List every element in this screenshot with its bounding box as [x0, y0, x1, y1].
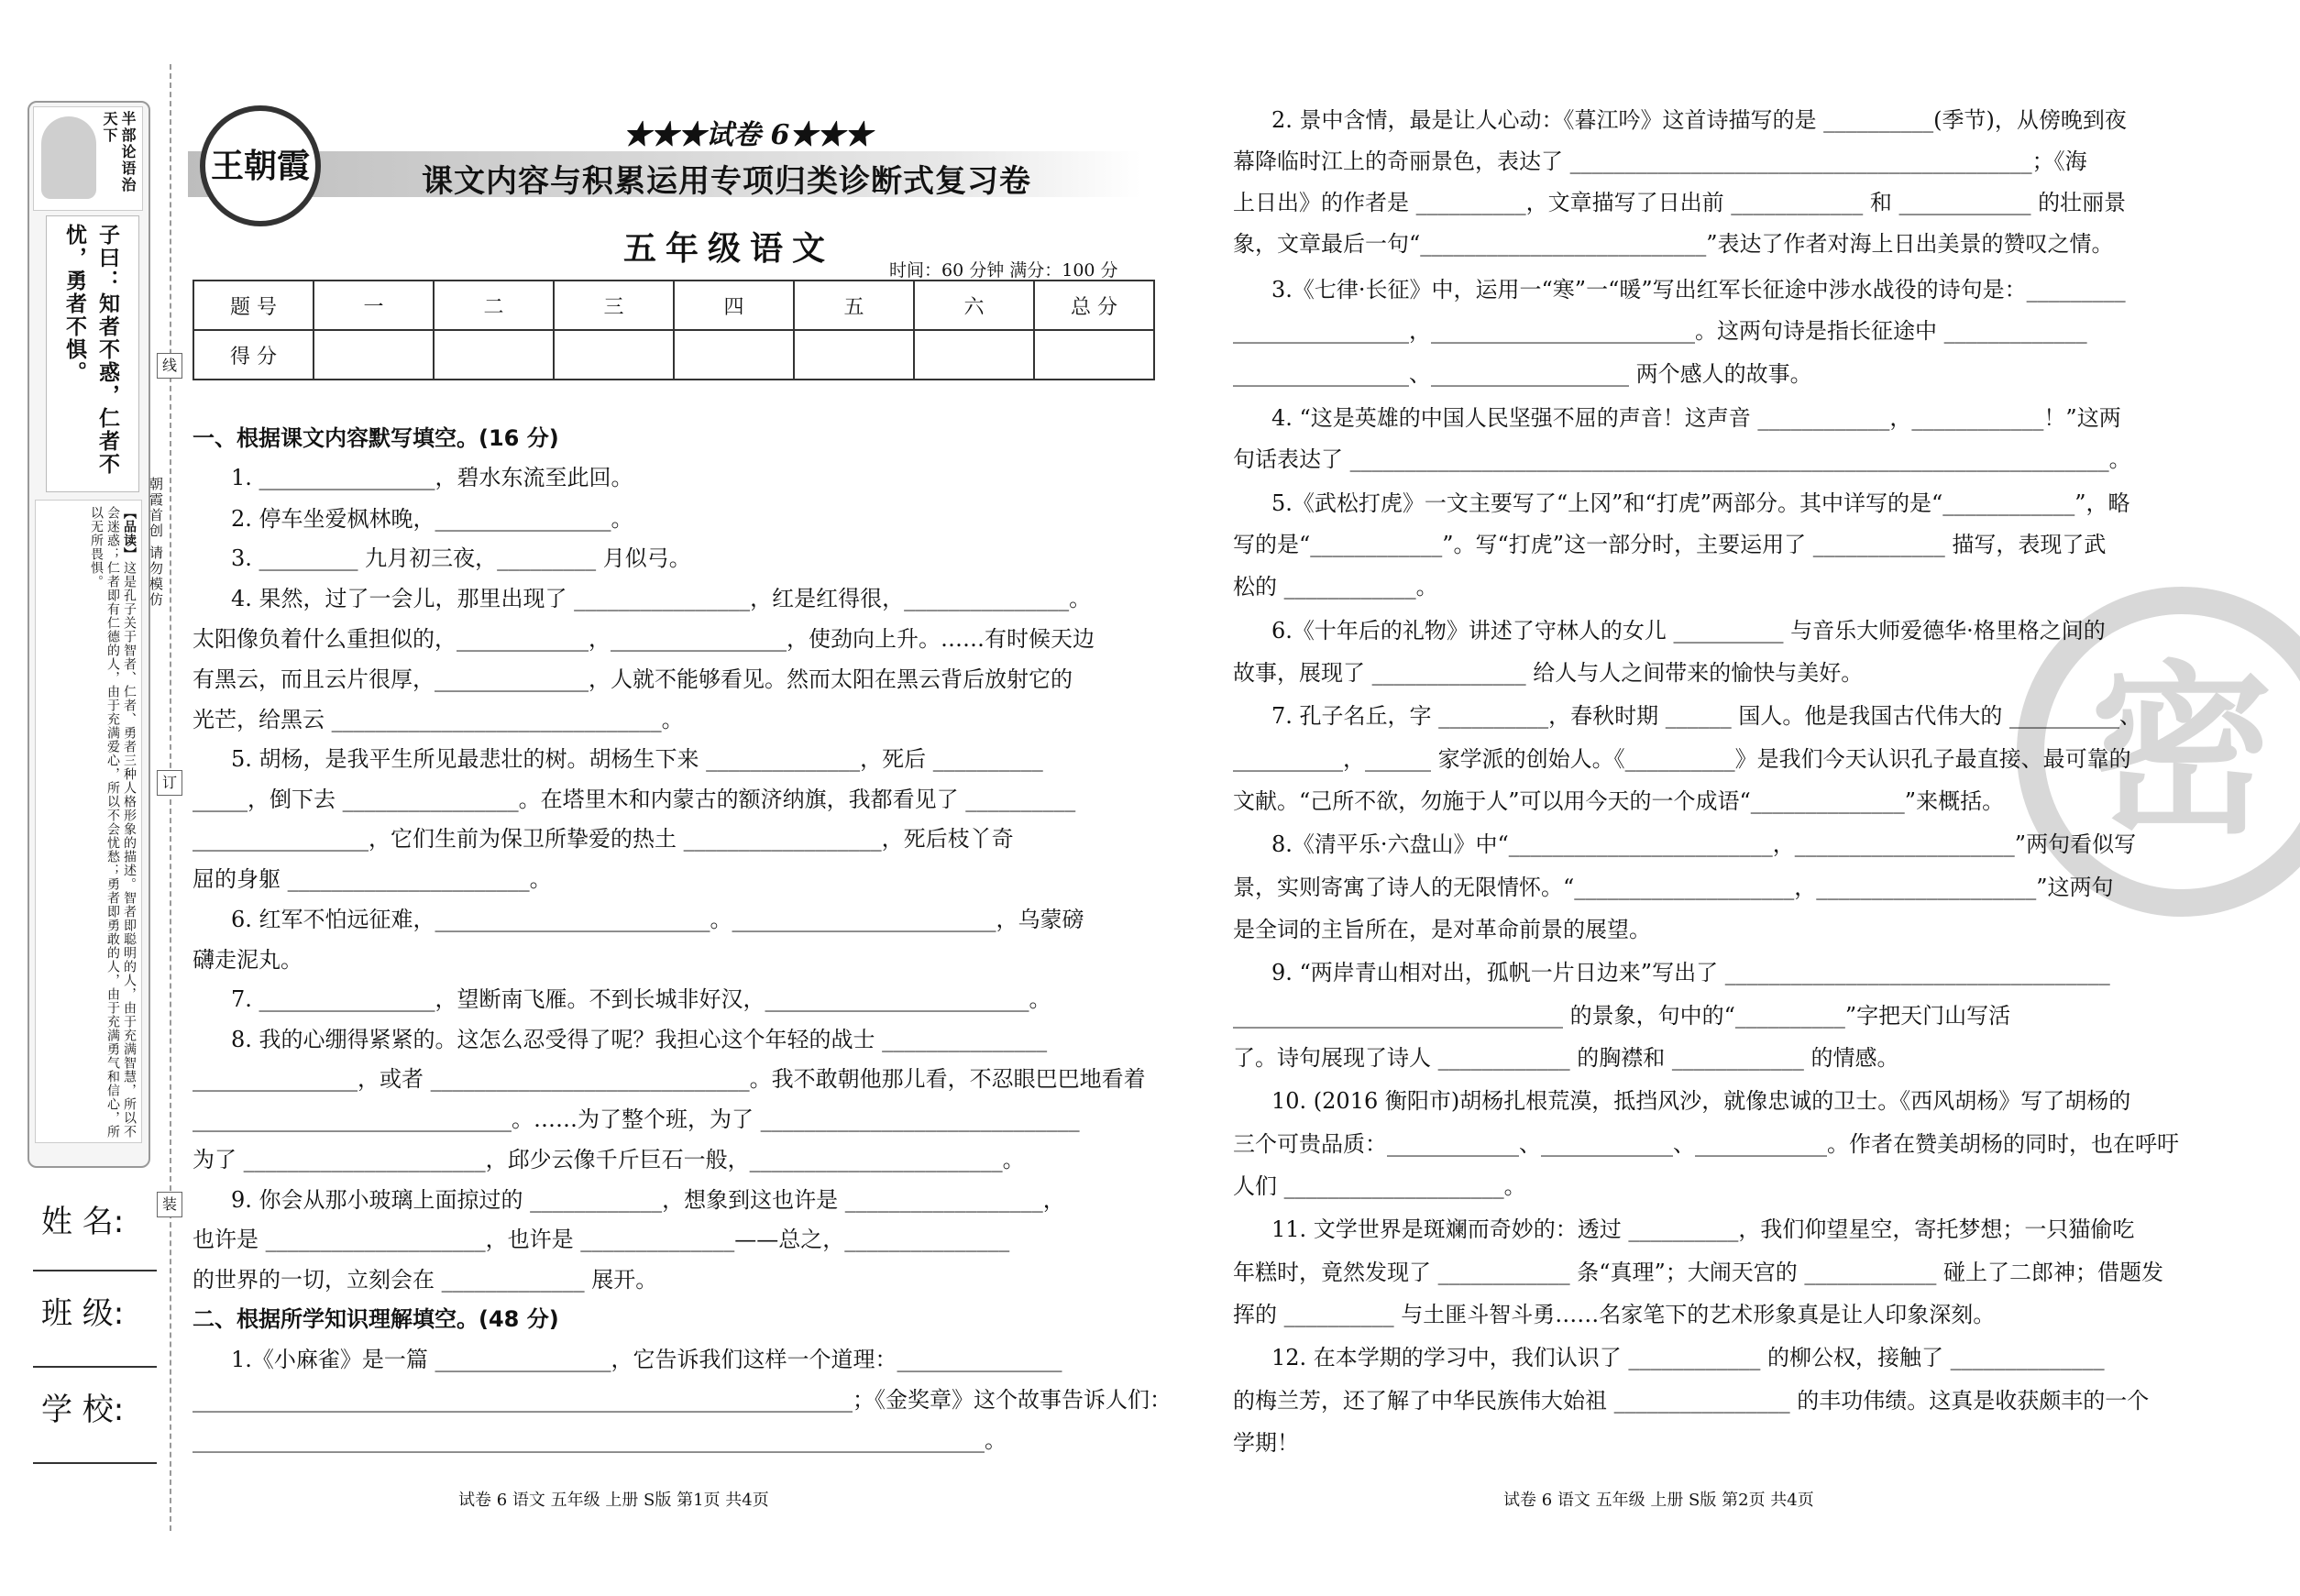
question-line: _____，倒下去 ________________。在塔里木和内蒙古的额济纳旗，我都看见了 __________: [193, 787, 1076, 812]
binding-mark-3: 装: [157, 1192, 182, 1217]
question-line: 太阳像负着什么重担似的，____________，________________，使劲向上升。……有时候天边: [193, 626, 1095, 652]
question-line: 的世界的一切，立刻会在 _____________ 展开。: [193, 1267, 658, 1293]
question-line: 象，文章最后一句“__________________________”表达了作者对海上日出美景的赞叹之情。: [1233, 231, 2114, 257]
question-line: 三个可贵品质：____________、____________、____________。作者在赞美胡杨的同时，也在呼吁: [1233, 1131, 2179, 1157]
binding-mark-2: 订: [157, 770, 182, 796]
question-line: ______________________________ 的景象，句中的“__________”字把天门山写活: [1233, 1003, 2011, 1029]
score-input[interactable]: [314, 330, 434, 380]
question-line: ____________________________________________________________；《金奖章》这个故事告诉人们：: [193, 1387, 1172, 1413]
question-line: ________________________________________________________________________。: [193, 1427, 1007, 1453]
score-cell: 题 号: [193, 281, 314, 330]
section-heading: 一、根据课文内容默写填空。(16 分): [193, 425, 559, 451]
quote-box: [46, 215, 139, 492]
score-cell: 一: [314, 281, 434, 330]
score-input[interactable]: [674, 330, 794, 380]
score-cell: 六: [914, 281, 1034, 330]
school-field[interactable]: [33, 1462, 157, 1464]
question-line: ________________，________________________。这两句诗是指长征途中 _____________: [1233, 318, 2087, 344]
question-line: _____________________________。……为了整个班，为了 _____________________________: [193, 1106, 1080, 1132]
question-line: 5.《武松打虎》一文主要写了“上冈”和“打虎”两部分。其中详写的是“____________”，略: [1271, 490, 2130, 516]
question-line: 1.《小麻雀》是一篇 ________________，它告诉我们这样一个道理：_______________: [231, 1347, 1062, 1372]
grade-subject: 五年级语文: [623, 230, 835, 268]
score-cell: 四: [674, 281, 794, 330]
score-cell: 二: [434, 281, 554, 330]
question-line: 上日出》的作者是 __________，文章描写了日出前 ____________ 和 ____________ 的壮丽景: [1233, 190, 2127, 215]
score-value-row: [193, 330, 1154, 380]
page-title: 课文内容与积累运用专项归类诊断式复习卷: [422, 163, 1031, 200]
question-line: 学期！: [1233, 1430, 1299, 1456]
question-line: 的梅兰芳，还了解了中华民族伟大始祖 ________________ 的丰功伟绩。这真是收获颇丰的一个: [1233, 1388, 2150, 1414]
school-label: 学 校:: [41, 1392, 125, 1428]
question-line: 3.《七律·长征》中，运用一“寒”一“暖”写出红军长征途中涉水战役的诗句是：_________: [1271, 277, 2126, 303]
question-line: 10. (2016 衡阳市)胡杨扎根荒漠，抵挡风沙，就像忠诚的卫士。《西风胡杨》写了胡杨的: [1271, 1088, 2131, 1114]
question-line: 屈的身躯 ______________________。: [193, 866, 552, 892]
question-line: 9. 你会从那小玻璃上面掠过的 ____________，想象到这也许是 __________________，: [231, 1187, 1065, 1213]
paper-number: ★★★试卷 6★★★: [623, 119, 873, 151]
question-line: 有黑云，而且云片很厚，______________，人就不能够看见。然而太阳在黑云背后放射它的: [193, 666, 1073, 692]
page2-footer: 试卷 6 语文 五年级 上册 S版 第2页 共4页: [1503, 1491, 1814, 1510]
pindu-text: [88, 506, 138, 1139]
score-input[interactable]: [434, 330, 554, 380]
question-line: 6. 红军不怕远征难，_________________________。________________________，乌蒙磅: [231, 907, 1084, 932]
question-line: 4. “这是英雄的中国人民坚强不屈的声音！这声音 ____________，____________！”这两: [1271, 405, 2121, 431]
confucius-quote: 子曰：知者不惑，仁者不忧，勇者不惧。: [62, 224, 120, 476]
time-score-info: 时间：60 分钟 满分：100 分: [889, 260, 1118, 281]
question-line: 5. 胡杨，是我平生所见最悲壮的树。胡杨生下来 ______________，死后 __________: [231, 746, 1043, 772]
binding-mark-1: 线: [157, 353, 182, 379]
question-line: 2. 停车坐爱枫林晚，________________。: [231, 506, 633, 532]
side-note: 朝霞首创 请勿模仿: [148, 477, 164, 608]
question-line: 礴走泥丸。: [193, 947, 303, 973]
score-input[interactable]: [1034, 330, 1154, 380]
question-line: 12. 在本学期的学习中，我们认识了 ____________ 的柳公权，接触了 ______________: [1271, 1345, 2105, 1370]
question-line: ________________，它们生前为保卫所挚爱的热土 __________________，死后枝丫奇: [193, 826, 1014, 852]
question-line: 11. 文学世界是斑斓而奇妙的：透过 __________，我们仰望星空，寄托梦想；一只猫偷吃: [1271, 1216, 2135, 1242]
binding-line: [170, 64, 171, 1531]
question-line: 故事，展现了 ______________ 给人与人之间带来的愉快与美好。: [1233, 660, 1864, 686]
score-input[interactable]: [914, 330, 1034, 380]
pindu-body: 这是孔子关于智者、仁者、勇者三种人格形象的描述。智者即聪明的人，由于充满智慧，所以不会迷惑；仁者即有仁德的人，由于充满爱心，所以不会忧愁；勇者即勇敢的人，由于充满勇气和信心，所以无所畏惧。: [89, 506, 137, 1139]
question-line: 也许是 ____________________，也许是 ______________——总之，_______________: [193, 1227, 1010, 1252]
score-cell: 总 分: [1034, 281, 1154, 330]
question-line: 2. 景中含情，最是让人心动：《暮江吟》这首诗描写的是 __________(季节)，从傍晚到夜: [1271, 107, 2127, 133]
question-line: 为了 ______________________，邱少云像千斤巨石一般，_______________________。: [193, 1147, 1025, 1172]
question-line: 松的 ____________。: [1233, 574, 1438, 600]
question-line: 光芒，给黑云 ______________________________。: [193, 707, 684, 732]
question-line: 挥的 __________ 与土匪斗智斗勇……名家笔下的艺术形象真是让人印象深刻。: [1233, 1302, 1996, 1327]
question-line: 写的是“____________”。写“打虎”这一部分时，主要运用了 ____________ 描写，表现了武: [1233, 532, 2107, 557]
score-cell: 得 分: [193, 330, 314, 380]
question-line: 7. ________________，望断南飞雁。不到长城非好汉，________________________。: [231, 986, 1051, 1012]
question-line: 3. _________ 九月初三夜，_________ 月似弓。: [231, 545, 691, 571]
name-field[interactable]: [33, 1270, 157, 1271]
name-label: 姓 名:: [41, 1204, 125, 1240]
score-cell: 三: [554, 281, 674, 330]
question-line: 8. 我的心绷得紧紧的。这怎么忍受得了呢？我担心这个年轻的战士 _______________: [231, 1027, 1048, 1052]
question-line: 6.《十年后的礼物》讲述了守林人的女儿 __________ 与音乐大师爱德华·格里格之间的: [1271, 618, 2106, 644]
question-line: 幕降临时江上的奇丽景色，表达了 __________________________________________；《海: [1233, 149, 2087, 174]
question-line: 7. 孔子名丘，字 __________，春秋时期 ______ 国人。他是我国古代伟大的 __________、: [1271, 703, 2142, 729]
class-label: 班 级:: [41, 1295, 125, 1332]
question-line: 景，实则寄寓了诗人的无限情怀。“____________________，____________________”这两句: [1233, 875, 2114, 900]
score-header-row: [193, 281, 1154, 330]
score-table: [193, 280, 1155, 380]
question-line: 8.《清平乐·六盘山》中“________________________，____________________”两句看似写: [1271, 831, 2137, 857]
question-line: 9. “两岸青山相对出，孤帆一片日边来”写出了 ___________________________________: [1271, 960, 2110, 985]
question-line: 文献。“己所不欲，勿施于人”可以用今天的一个成语“______________”来概括。: [1233, 788, 2005, 814]
question-line: 人们 ____________________。: [1233, 1173, 1526, 1199]
question-line: 1. ________________，碧水东流至此回。: [231, 465, 633, 490]
motto-box: [33, 106, 143, 211]
class-field[interactable]: [33, 1366, 157, 1368]
question-line: 是全词的主旨所在，是对革命前景的展望。: [1233, 917, 1651, 942]
page1-footer: 试卷 6 语文 五年级 上册 S版 第1页 共4页: [458, 1491, 769, 1510]
score-input[interactable]: [554, 330, 674, 380]
pindu-box: [35, 500, 142, 1143]
question-line: 了。诗句展现了诗人 ____________ 的胸襟和 ____________ 的情感。: [1233, 1045, 1899, 1071]
score-input[interactable]: [794, 330, 914, 380]
question-line: 句话表达了 _____________________________________________________________________。: [1233, 446, 2131, 472]
question-line: 4. 果然，过了一会儿，那里出现了 ________________，红是红得很，_______________。: [231, 586, 1092, 611]
publisher-logo: 王朝霞: [200, 105, 321, 226]
section-heading: 二、根据所学知识理解填空。(48 分): [193, 1306, 559, 1332]
score-cell: 五: [794, 281, 914, 330]
question-line: __________，______ 家学派的创始人。《__________》是我们今天认识孔子最直接、最可靠的: [1233, 746, 2131, 772]
sage-illustration: [41, 116, 96, 199]
top-motto: 半部论语治天下: [101, 111, 137, 193]
watermark-seal: 密: [2017, 587, 2300, 917]
question-line: ________________、__________________ 两个感人的故事。: [1233, 361, 1812, 387]
question-line: _______________，或者 _____________________________。我不敢朝他那儿看，不忍眼巴巴地看着: [193, 1066, 1146, 1092]
question-line: 年糕时，竟然发现了 ____________ 条“真理”；大闹天宫的 ____________ 碰上了二郎神；借题发: [1233, 1260, 2164, 1285]
pindu-label: 【品读】: [122, 506, 137, 561]
